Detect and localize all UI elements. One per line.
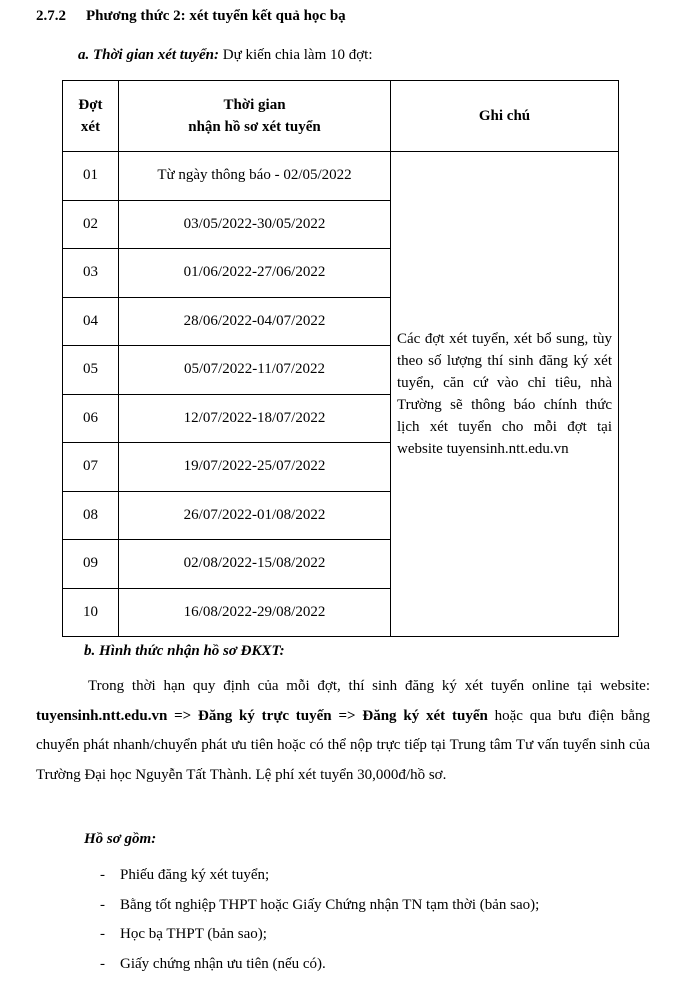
section-heading [36, 8, 346, 25]
cell-time: 28/06/2022-04/07/2022 [119, 297, 391, 346]
part-b-paragraph [36, 672, 650, 790]
header-time-line1: Thời gian [223, 97, 286, 113]
table-row [63, 152, 619, 201]
part-b-website-path: tuyensinh.ntt.edu.vn => Đăng ký trực tuyến => Đăng ký xét tuyển [36, 707, 488, 724]
header-dot-line1: Đợt [78, 97, 103, 113]
cell-time: 03/05/2022-30/05/2022 [119, 200, 391, 249]
cell-time: 19/07/2022-25/07/2022 [119, 443, 391, 492]
cell-time: 05/07/2022-11/07/2022 [119, 346, 391, 395]
list-item: - Bằng tốt nghiệp THPT hoặc Giấy Chứng nhận TN tạm thời (bản sao); [100, 896, 540, 913]
part-a [78, 47, 373, 64]
header-dot [63, 81, 119, 152]
section-title: Phương thức 2: xét tuyển kết quả học bạ [86, 8, 346, 24]
list-item-text: Giấy chứng nhận ưu tiên (nếu có). [120, 955, 326, 972]
part-a-label: a. Thời gian xét tuyển: [78, 47, 219, 63]
table-header-row [63, 81, 619, 152]
header-time-line2: nhận hồ sơ xét tuyển [188, 119, 321, 135]
cell-dot: 05 [63, 346, 119, 395]
part-b-label: b. Hình thức nhận hồ sơ ĐKXT: [84, 643, 285, 659]
cell-time: 16/08/2022-29/08/2022 [119, 588, 391, 637]
cell-time: 26/07/2022-01/08/2022 [119, 491, 391, 540]
list-item-text: Phiếu đăng ký xét tuyển; [120, 867, 270, 883]
cell-dot: 07 [63, 443, 119, 492]
documents-list [100, 861, 539, 979]
cell-dot: 04 [63, 297, 119, 346]
cell-note: Các đợt xét tuyển, xét bổ sung, tùy theo số lượng thí sinh đăng ký xét tuyển, căn cứ vào chỉ tiêu, nhà Trường sẽ thông báo chính thức lịch xét tuyển cho mỗi đợt tại website tuyensinh.ntt.edu.vn [391, 152, 619, 637]
part-a-text: Dự kiến chia làm 10 đợt: [218, 47, 373, 63]
list-item: - Phiếu đăng ký xét tuyển; [100, 867, 270, 883]
cell-dot: 02 [63, 200, 119, 249]
list-item: - Học bạ THPT (bản sao); [100, 926, 267, 942]
schedule-table [62, 80, 619, 637]
header-time [119, 81, 391, 152]
part-b-text-1: Trong thời hạn quy định của mỗi đợt, thí sinh đăng ký xét tuyển online tại website: [88, 678, 650, 694]
list-item-text: Bằng tốt nghiệp THPT hoặc Giấy Chứng nhận TN tạm thời (bản sao); [120, 896, 540, 913]
cell-dot: 06 [63, 394, 119, 443]
cell-dot: 03 [63, 249, 119, 298]
part-b-text-2: hoặc qua bưu điện bằng chuyển phát nhanh/chuyển phát ưu tiên hoặc có thể nộp trực tiếp tại Trung tâm Tư vấn tuyển sinh của Trường Đại học Nguyễn Tất Thành. Lệ phí xét tuyển 30,000đ/hồ sơ. [36, 707, 650, 783]
list-item-text: Học bạ THPT (bản sao); [120, 926, 267, 942]
documents-title: Hồ sơ gồm: [84, 831, 157, 847]
cell-time: 01/06/2022-27/06/2022 [119, 249, 391, 298]
section-number: 2.7.2 [36, 8, 66, 24]
cell-dot: 08 [63, 491, 119, 540]
list-item: - Giấy chứng nhận ưu tiên (nếu có). [100, 955, 326, 972]
header-dot-line2: xét [80, 119, 101, 135]
header-note: Ghi chú [391, 81, 619, 152]
cell-dot: 09 [63, 540, 119, 589]
cell-time: Từ ngày thông báo - 02/05/2022 [119, 152, 391, 201]
cell-time: 02/08/2022-15/08/2022 [119, 540, 391, 589]
cell-time: 12/07/2022-18/07/2022 [119, 394, 391, 443]
cell-dot: 10 [63, 588, 119, 637]
cell-dot: 01 [63, 152, 119, 201]
